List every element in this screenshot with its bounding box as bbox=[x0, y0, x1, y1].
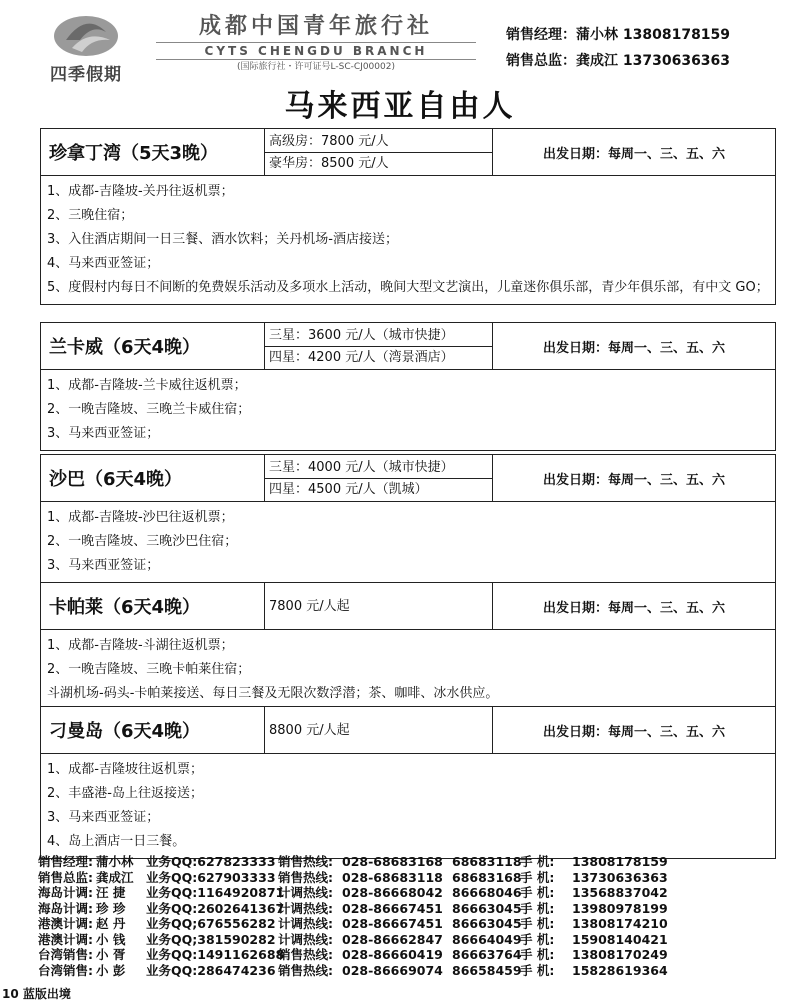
four-seasons-logo-icon bbox=[52, 10, 120, 58]
price-line: 豪华房：8500 元/人 bbox=[265, 152, 492, 174]
contact-phone[interactable]: 13730636363 bbox=[622, 53, 731, 69]
tour-inclusions bbox=[40, 370, 776, 451]
mobile-number[interactable]: 15828619364 bbox=[572, 962, 668, 978]
price-line: 高级房：7800 元/人 bbox=[269, 133, 389, 149]
header-contact-row bbox=[506, 22, 796, 48]
departure-dates: 出发日期：每周一、三、五、六 bbox=[542, 146, 725, 162]
tour-name: 卡帕莱（6天4晚） bbox=[41, 583, 265, 629]
tour-inclusions bbox=[40, 630, 776, 711]
contact-role: 销售总监: bbox=[38, 869, 93, 885]
contact-qq: 业务QQ:2602641367 bbox=[146, 900, 285, 916]
hotline-number-alt[interactable]: 86668046 bbox=[452, 885, 522, 900]
page-title: 马来西亚自由人 bbox=[284, 89, 516, 124]
mobile-label: 手 机: bbox=[520, 931, 555, 947]
contact-qq: 业务QQ:627823333 bbox=[146, 854, 276, 869]
tour-name: 珍拿丁湾（5天3晚） bbox=[41, 129, 265, 175]
footer-contact-list bbox=[38, 854, 798, 978]
inclusion-item: 1、成都-吉隆坡-沙巴往返机票； bbox=[47, 510, 234, 525]
contact-qq: 业务QQ;381590282 bbox=[146, 931, 276, 947]
contact-qq: 业务QQ:1491162688 bbox=[146, 947, 285, 962]
footer-contact-row bbox=[38, 932, 798, 948]
hotline-number[interactable]: 028-86667451 bbox=[342, 916, 443, 931]
contact-role: 台湾销售: bbox=[38, 947, 93, 962]
footer-contact-row bbox=[38, 870, 798, 886]
contact-role: 销售经理: bbox=[38, 854, 93, 869]
hotline-number-alt[interactable]: 86663045 bbox=[452, 916, 522, 931]
inclusion-item: 2、一晚吉隆坡、三晚卡帕莱住宿； bbox=[47, 662, 251, 677]
hotline-number-alt[interactable]: 86663764 bbox=[452, 947, 522, 962]
contact-qq: 业务QQ:627903333 bbox=[146, 869, 276, 885]
price-line: 三星：4000 元/人（城市快捷） bbox=[269, 459, 454, 475]
inclusion-item: 斗湖机场-码头-卡帕莱接送、每日三餐及无限次数浮潜；茶、咖啡、冰水供应。 bbox=[47, 686, 499, 701]
mobile-number[interactable]: 13808174210 bbox=[572, 916, 668, 931]
contact-role: 港澳计调: bbox=[38, 931, 93, 947]
tour-inclusions bbox=[40, 176, 776, 305]
hotline-number[interactable]: 028-86662847 bbox=[342, 931, 443, 947]
tour-card-kapalai bbox=[40, 582, 776, 711]
contact-role: 销售经理： bbox=[506, 27, 576, 43]
contact-qq: 业务QQ:1164920871 bbox=[146, 885, 285, 900]
tour-name: 沙巴（6天4晚） bbox=[41, 455, 265, 501]
inclusion-item: 2、一晚吉隆坡、三晚沙巴住宿； bbox=[47, 534, 238, 549]
license-number: (国际旅行社・许可证号L-SC-CJ00002) bbox=[237, 62, 395, 72]
contact-name: 蒲小林 bbox=[96, 854, 134, 869]
contact-qq: 业务QQ:286474236 bbox=[146, 962, 276, 978]
tour-header bbox=[40, 454, 776, 502]
inclusion-item: 4、马来西亚签证； bbox=[47, 256, 160, 271]
hotline-number[interactable]: 028-68683168 bbox=[342, 854, 443, 869]
mobile-number[interactable]: 13980978199 bbox=[572, 900, 668, 916]
inclusion-item: 5、度假村内每日不间断的免费娱乐活动及多项水上活动，晚间大型文艺演出，儿童迷你俱乐部，青少年俱乐部，有中文 GO； bbox=[47, 280, 769, 295]
hotline-number[interactable]: 028-86669074 bbox=[342, 962, 443, 978]
contact-name: 赵 丹 bbox=[96, 916, 126, 931]
mobile-number[interactable]: 13730636363 bbox=[572, 869, 668, 885]
hotline-label: 计调热线: bbox=[278, 931, 333, 947]
mobile-label: 手 机: bbox=[520, 869, 555, 885]
hotline-number[interactable]: 028-86660419 bbox=[342, 947, 443, 962]
tour-name: 刁曼岛（6天4晚） bbox=[41, 707, 265, 753]
price-line: 四星：4200 元/人（湾景酒店） bbox=[265, 346, 492, 368]
tour-card-sabah bbox=[40, 454, 776, 583]
tour-prices bbox=[265, 707, 493, 753]
tour-header bbox=[40, 322, 776, 370]
contact-phone[interactable]: 13808178159 bbox=[622, 27, 731, 43]
mobile-number[interactable]: 13568837042 bbox=[572, 885, 668, 900]
departure-dates: 出发日期：每周一、三、五、六 bbox=[542, 724, 725, 740]
tour-name: 兰卡威（6天4晚） bbox=[41, 323, 265, 369]
hotline-label: 销售热线: bbox=[278, 962, 333, 978]
contact-name: 小 钱 bbox=[96, 931, 126, 947]
inclusion-item: 1、成都-吉隆坡-斗湖往返机票； bbox=[47, 638, 234, 653]
inclusion-item: 2、丰盛港-岛上往返接送； bbox=[47, 786, 203, 801]
inclusion-item: 2、一晚吉隆坡、三晚兰卡威住宿； bbox=[47, 402, 251, 417]
footer-contact-row bbox=[38, 916, 798, 932]
tour-prices bbox=[265, 455, 493, 501]
tour-header bbox=[40, 582, 776, 630]
hotline-label: 计调热线: bbox=[278, 916, 333, 931]
header bbox=[0, 0, 800, 86]
hotline-number-alt[interactable]: 86658459 bbox=[452, 962, 522, 978]
company-block bbox=[146, 14, 486, 74]
contact-name: 汪 捷 bbox=[96, 885, 126, 900]
mobile-label: 手 机: bbox=[520, 900, 555, 916]
inclusion-item: 4、岛上酒店一日三餐。 bbox=[47, 834, 186, 849]
hotline-number[interactable]: 028-86667451 bbox=[342, 900, 443, 916]
tour-card-langkawi bbox=[40, 322, 776, 451]
departure-dates: 出发日期：每周一、三、五、六 bbox=[542, 600, 725, 616]
hotline-label: 计调热线: bbox=[278, 885, 333, 900]
footer-contact-row bbox=[38, 947, 798, 963]
contact-role: 海岛计调: bbox=[38, 885, 93, 900]
price-line: 四星：4500 元/人（凯城） bbox=[265, 478, 492, 500]
hotline-label: 销售热线: bbox=[278, 854, 333, 869]
contact-name: 珍 珍 bbox=[96, 900, 126, 916]
contact-role: 港澳计调: bbox=[38, 916, 93, 931]
footer-contact-row bbox=[38, 963, 798, 979]
mobile-number[interactable]: 13808178159 bbox=[572, 854, 668, 869]
hotline-label: 销售热线: bbox=[278, 869, 333, 885]
hotline-number-alt[interactable]: 86664049 bbox=[452, 931, 522, 947]
hotline-number[interactable]: 028-86668042 bbox=[342, 885, 443, 900]
logo-text: 四季假期 bbox=[50, 65, 122, 85]
inclusion-item: 3、马来西亚签证； bbox=[47, 810, 160, 825]
hotline-number-alt[interactable]: 68683168 bbox=[452, 869, 522, 885]
mobile-label: 手 机: bbox=[520, 854, 555, 869]
footer-contact-row bbox=[38, 901, 798, 917]
inclusion-item: 2、三晚住宿； bbox=[47, 208, 134, 223]
contact-name: 龚成江 bbox=[96, 869, 134, 885]
inclusion-item: 3、马来西亚签证； bbox=[47, 558, 160, 573]
tour-header bbox=[40, 128, 776, 176]
inclusion-item: 3、马来西亚签证； bbox=[47, 426, 160, 441]
tour-card-tioman bbox=[40, 706, 776, 859]
footer-contact-row bbox=[38, 854, 798, 870]
hotline-number[interactable]: 028-68683118 bbox=[342, 869, 443, 885]
tour-prices bbox=[265, 583, 493, 629]
contact-qq: 业务QQ;676556282 bbox=[146, 916, 276, 931]
mobile-label: 手 机: bbox=[520, 947, 555, 962]
mobile-label: 手 机: bbox=[520, 885, 555, 900]
inclusion-item: 1、成都-吉隆坡-兰卡威往返机票； bbox=[47, 378, 247, 393]
contact-role: 台湾销售: bbox=[38, 962, 93, 978]
company-name-en: CYTS CHENGDU BRANCH bbox=[156, 42, 476, 60]
brand-logo bbox=[36, 10, 136, 85]
mobile-number[interactable]: 13808170249 bbox=[572, 947, 668, 962]
header-contacts bbox=[506, 22, 796, 74]
mobile-label: 手 机: bbox=[520, 962, 555, 978]
contact-role: 销售总监： bbox=[506, 53, 576, 69]
mobile-label: 手 机: bbox=[520, 916, 555, 931]
departure-dates: 出发日期：每周一、三、五、六 bbox=[542, 340, 725, 356]
contact-name: 小 彭 bbox=[96, 962, 126, 978]
header-contact-row bbox=[506, 48, 796, 74]
hotline-label: 销售热线: bbox=[278, 947, 333, 962]
price-line: 8800 元/人起 bbox=[269, 722, 350, 738]
tour-inclusions bbox=[40, 502, 776, 583]
inclusion-item: 3、入住酒店期间一日三餐、酒水饮料；关丹机场-酒店接送； bbox=[47, 232, 398, 247]
tour-prices bbox=[265, 323, 493, 369]
departure-dates: 出发日期：每周一、三、五、六 bbox=[542, 472, 725, 488]
tour-card-pangkor-laut bbox=[40, 128, 776, 305]
inclusion-item: 1、成都-吉隆坡-关丹往返机票； bbox=[47, 184, 234, 199]
contact-name: 龚成江 bbox=[576, 53, 618, 69]
contact-name: 小 胥 bbox=[96, 947, 126, 962]
mobile-number[interactable]: 15908140421 bbox=[572, 931, 668, 947]
tour-header bbox=[40, 706, 776, 754]
tour-prices bbox=[265, 129, 493, 175]
company-name-cn: 成都中国青年旅行社 bbox=[198, 14, 433, 39]
tour-inclusions bbox=[40, 754, 776, 859]
hotline-label: 计调热线: bbox=[278, 900, 333, 916]
hotline-number-alt[interactable]: 86663045 bbox=[452, 900, 522, 916]
footer-contact-row bbox=[38, 885, 798, 901]
price-line: 7800 元/人起 bbox=[269, 598, 350, 614]
hotline-number-alt[interactable]: 68683118 bbox=[452, 854, 522, 869]
inclusion-item: 1、成都-吉隆坡往返机票； bbox=[47, 762, 203, 777]
contact-name: 蒲小林 bbox=[576, 27, 618, 43]
page-footer: 10 蓝版出境 bbox=[2, 987, 71, 1000]
contact-role: 海岛计调: bbox=[38, 900, 93, 916]
price-line: 三星：3600 元/人（城市快捷） bbox=[269, 327, 454, 343]
